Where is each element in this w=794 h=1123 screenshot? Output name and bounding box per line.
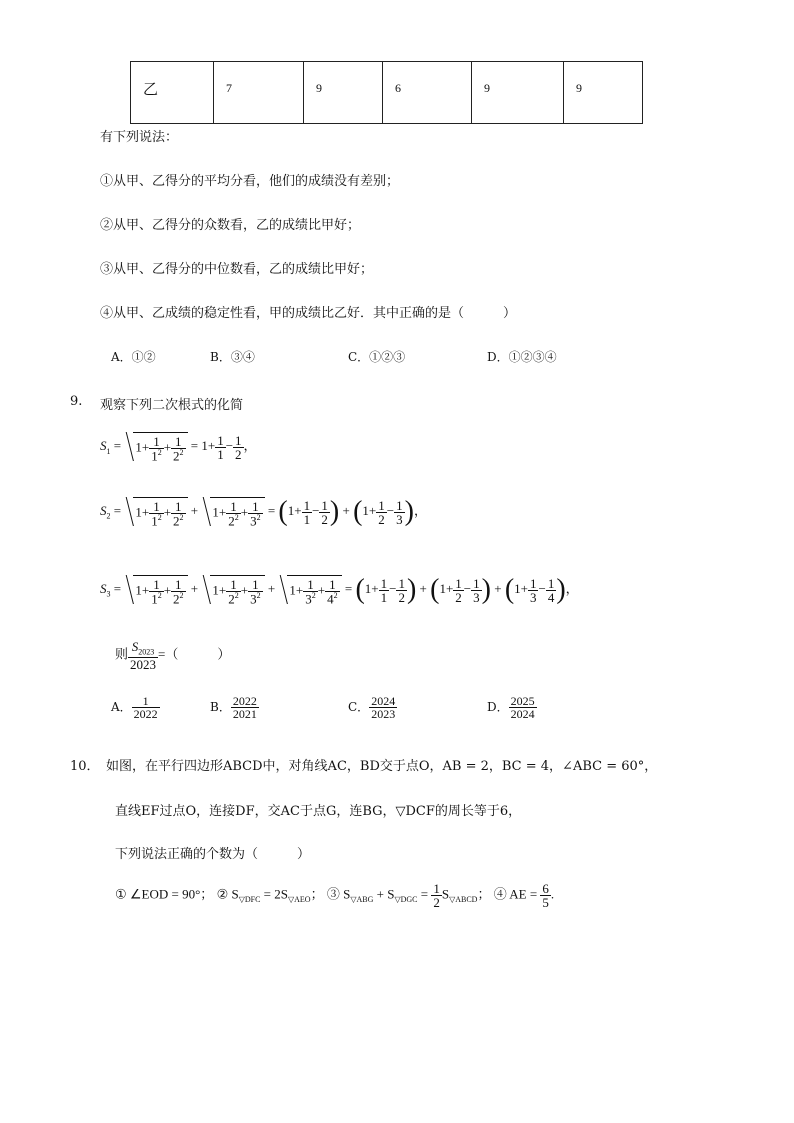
option-num: 1 bbox=[132, 695, 160, 708]
q10-item-3-end: ； bbox=[477, 886, 491, 902]
option-label: D． bbox=[487, 700, 509, 714]
q10-line-2: 直线EF过点O，连接DF，交AC于点G，连BG，▽DCF的周长等于6， bbox=[115, 804, 522, 819]
option-label: A． bbox=[111, 700, 132, 714]
score-table bbox=[130, 61, 643, 124]
q9-number: 9. bbox=[70, 394, 83, 409]
option-num: 2024 bbox=[371, 694, 396, 708]
table-row bbox=[131, 62, 643, 124]
q10-item-3-eq: = bbox=[417, 886, 432, 902]
q8-statement-2: ②从甲、乙得分的众数看，乙的成绩比甲好； bbox=[100, 218, 361, 233]
q10-item-2: ② S bbox=[216, 886, 239, 902]
option-label: C． bbox=[348, 700, 370, 714]
option-num: 2025 bbox=[510, 694, 535, 708]
q10-item-1: ① ∠EOD = 90°； bbox=[115, 886, 214, 902]
option-den: 2023 bbox=[371, 707, 396, 721]
q10-line-3: 下列说法正确的个数为（ ） bbox=[115, 847, 311, 862]
q10-item-3-sub1: ▽ABG bbox=[350, 895, 374, 905]
q10-item-4-den: 5 bbox=[542, 895, 549, 910]
formula-s2: $S_2 = 1+$ $\frac{1}{1^2}$ + $\frac{1}{2^2}$ + 1+ $\frac{1}{2^2}$ + $\frac{1}{3^2}$ = (1+ $\frac{1}{1}$ − $\frac{1}{2}$ ) + (1+ $\frac{1}{2}$ − $\frac{1}{3}$ )， bbox=[100, 496, 427, 529]
q8-option-d: D．①②③④ bbox=[487, 350, 557, 364]
option-den: 2022 bbox=[133, 707, 158, 721]
q10-item-3-sub3: ▽ABCD bbox=[449, 895, 478, 905]
q9-ask-num-sub: 2023 bbox=[138, 647, 155, 657]
q10-item-3-den: 2 bbox=[433, 895, 440, 910]
formula-s3: $S_3 = 1+$ $\frac{1}{1^2}$ + $\frac{1}{2^2}$ + 1+ $\frac{1}{2^2}$ + $\frac{1}{3^2}$ + 1+ $\frac{1}{3^2}$ + $\frac{1}{4^2}$ = (1+ $\frac{1}{1}$ − $\frac{1}{2}$ ) + (1+ $\frac{1}{2}$ − $\frac{1}{3}$ ) + (1+ $\frac{1}{3}$ − $\frac{1}{4}$ )， bbox=[100, 574, 579, 607]
table-cell: 6 bbox=[383, 62, 472, 124]
q10-item-2-end: ； bbox=[310, 886, 324, 902]
option-den: 2024 bbox=[510, 707, 535, 721]
table-cell: 9 bbox=[304, 62, 383, 124]
q8-statement-4: ④从甲、乙成绩的稳定性看，甲的成绩比乙好．其中正确的是（ ） bbox=[100, 306, 517, 321]
q10-item-3-s: S bbox=[441, 886, 450, 902]
q10-line-1: 如图，在平行四边形ABCD中，对角线AC，BD交于点O，AB = 2，BC = 4，∠ABC = 60°， bbox=[106, 759, 658, 774]
table-cell: 9 bbox=[472, 62, 564, 124]
q10-item-3-mid: + S bbox=[373, 886, 395, 902]
q10-item-4-end: . bbox=[550, 886, 555, 902]
q8-statement-3: ③从甲、乙得分的中位数看，乙的成绩比甲好； bbox=[100, 262, 374, 277]
q10-item-4-num: 6 bbox=[542, 881, 549, 896]
q8-intro: 有下列说法： bbox=[100, 130, 179, 145]
q9-ask-num: S bbox=[131, 639, 139, 654]
q10-items bbox=[115, 882, 554, 909]
q10-item-3: ③ S bbox=[326, 886, 351, 902]
q9-ask-suffix: =（ ） bbox=[158, 646, 231, 662]
q9-ask-den: 2023 bbox=[130, 656, 157, 672]
q10-item-2-sub1: ▽DFC bbox=[238, 895, 261, 905]
formula-s1: $S_1 = 1+$ $\frac{1}{1^2}$ + $\frac{1}{2^2}$ = 1+ $\frac{1}{1}$ − $\frac{1}{2}$ ， bbox=[100, 432, 257, 464]
q10-item-3-num: 1 bbox=[433, 881, 440, 896]
q10-number: 10． bbox=[70, 759, 100, 774]
q8-option-a: A．①② bbox=[111, 350, 156, 364]
q9-option-b bbox=[210, 695, 259, 720]
q8-option-c: C．①②③ bbox=[348, 350, 406, 364]
q9-option-d bbox=[487, 695, 537, 720]
q10-item-2-sub2: ▽AEO bbox=[287, 895, 311, 905]
table-cell: 9 bbox=[564, 62, 643, 124]
q9-ask-prefix: 则 bbox=[115, 646, 129, 662]
q9-option-c bbox=[348, 695, 397, 720]
q8-option-b: B．③④ bbox=[210, 350, 255, 364]
q10-item-2-mid: = 2S bbox=[260, 886, 288, 902]
option-den: 2021 bbox=[232, 707, 257, 721]
table-cell: 7 bbox=[214, 62, 304, 124]
table-cell-name: 乙 bbox=[131, 62, 214, 124]
q9-ask bbox=[115, 640, 230, 671]
q9-option-a bbox=[111, 695, 160, 720]
option-label: B． bbox=[210, 700, 231, 714]
q9-title: 观察下列二次根式的化简 bbox=[100, 398, 244, 413]
option-num: 2022 bbox=[232, 694, 257, 708]
q8-statement-1: ①从甲、乙得分的平均分看，他们的成绩没有差别； bbox=[100, 174, 400, 189]
q10-item-3-sub2: ▽DGC bbox=[394, 895, 418, 905]
q10-item-4: ④ AE = bbox=[493, 886, 541, 902]
